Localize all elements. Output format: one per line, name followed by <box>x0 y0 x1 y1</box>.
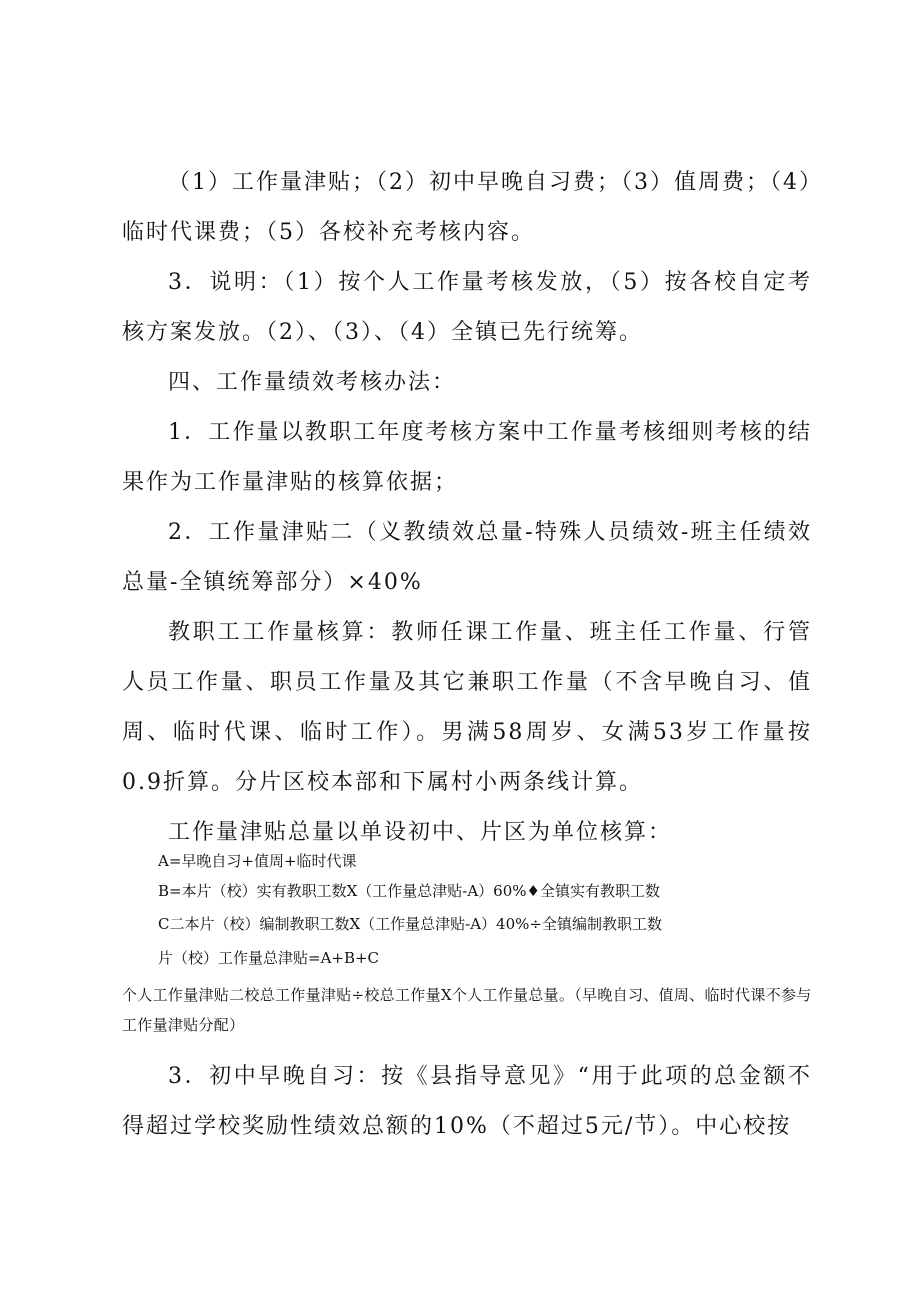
section-heading-four: 四、工作量绩效考核办法： <box>168 370 457 395</box>
paragraph-total-allowance: 工作量津贴总量以单设初中、片区为单位核算： <box>168 820 673 845</box>
paragraph-item-3: 3．初中早晚自习：按《县指导意见》“用于此项的总金额不得超过学校奖励性绩效总额的10%（不超过5元/节）。中心校按 <box>122 1064 812 1139</box>
paragraph-items-list: （1）工作量津贴；（2）初中早晚自习费；（3）值周费；（4）临时代课费；（5）各校补充考核内容。 <box>122 170 812 245</box>
paragraph-item-2: 2．工作量津贴二（义教绩效总量-特殊人员绩效-班主任绩效总量-全镇统筹部分）×40% <box>122 520 812 595</box>
paragraph-explanation: 3．说明：（1）按个人工作量考核发放，（5）按各校自定考核方案发放。（2）、（3）、（4）全镇已先行统筹。 <box>122 270 812 345</box>
paragraph-personal-allowance-note: 个人工作量津贴二校总工作量津贴÷校总工作量X个人工作量总量。（早晚自习、值周、临时代课不参与工作量津贴分配） <box>122 986 812 1034</box>
formula-b: B=本片（校）实有教职工数X（工作量总津贴-A）60%♦全镇实有教职工数 <box>158 882 660 900</box>
formula-total: 片（校）工作量总津贴=A+B+C <box>158 949 380 967</box>
paragraph-item-1: 1．工作量以教职工年度考核方案中工作量考核细则考核的结果作为工作量津贴的核算依据； <box>122 420 812 495</box>
paragraph-workload-calculation: 教职工工作量核算：教师任课工作量、班主任工作量、行管人员工作量、职员工作量及其它兼职工作量（不含早晚自习、值周、临时代课、临时工作）。男满58周岁、女满53岁工作量按0.9折算。分片区校本部和下属村小两条线计算。 <box>122 620 812 795</box>
formula-c: C二本片（校）编制教职工数X（工作量总津贴-A）40%÷全镇编制教职工数 <box>158 915 662 933</box>
formula-a: A=早晚自习+值周+临时代课 <box>158 852 357 870</box>
